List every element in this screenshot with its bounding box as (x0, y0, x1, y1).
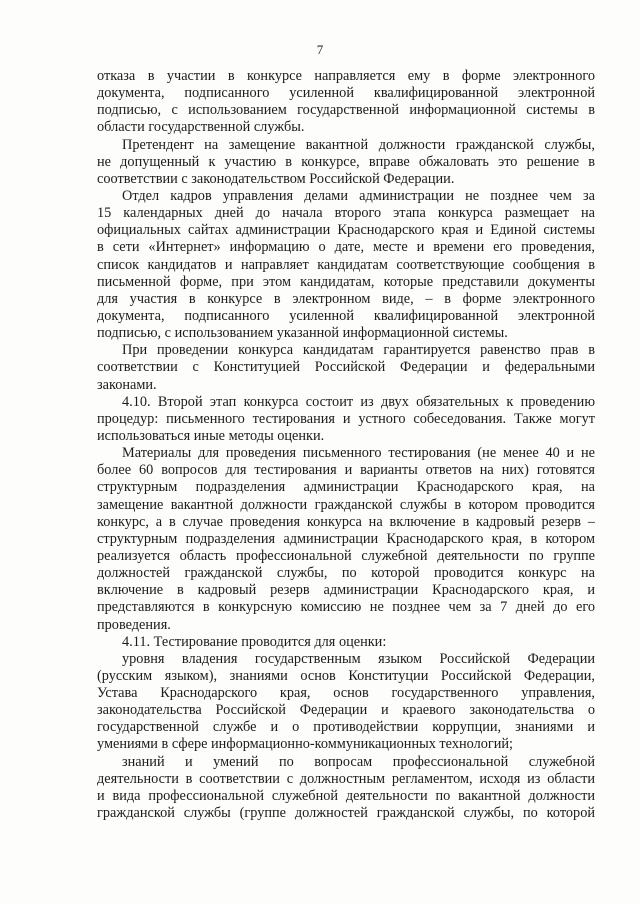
text-line: включение в кадровый резерв администрации Краснодарского края, и (97, 582, 595, 599)
body-text (97, 68, 595, 822)
text-line: Устава Краснодарского края, основ государственного управления, (97, 685, 595, 702)
text-line: 15 календарных дней до начала второго этапа конкурса размещает на (97, 205, 595, 222)
text-line: подписью, с использованием государственной информационной системы в (97, 102, 595, 119)
text-line: 4.10. Второй этап конкурса состоит из двух обязательных к проведению (122, 393, 595, 410)
text-line: соответствии с законодательством Российской Федерации. (97, 170, 455, 187)
text-line: (русским языком), знаниями основ Конституции Российской Федерации, (97, 667, 595, 684)
text-line: деятельности в соответствии с должностным регламентом, исходя из области (97, 770, 595, 787)
text-line: и вида профессиональной служебной деятельности по вакантной должности (97, 787, 595, 804)
text-line: документа, подписанного усиленной квалифицированной электронной (97, 307, 595, 324)
text-line: конкурс, а в случае проведения конкурса на включение в кадровый резерв – (97, 513, 595, 530)
text-line: в сети «Интернет» информацию о дате, месте и времени его проведения, (97, 239, 595, 256)
text-line: реализуется область профессиональной служебной деятельности по группе (97, 547, 595, 564)
text-line: подписью, с использованием указанной информационной системы. (97, 325, 508, 342)
text-line: более 60 вопросов для тестирования и варианты ответов на них) готовятся (97, 462, 595, 479)
text-line: отказа в участии в конкурсе направляется ему в форме электронного (97, 68, 595, 84)
text-line: структурным подразделения администрации Краснодарского края, в котором (97, 530, 595, 547)
text-line: проведения. (97, 616, 171, 633)
text-line: структурным подразделения администрации Краснодарского края, на (97, 479, 595, 496)
text-line: для участия в конкурсе в электронном виде, – в форме электронного (97, 290, 595, 307)
text-line: не допущенный к участию в конкурсе, вправе обжаловать это решение в (97, 153, 595, 170)
text-line: Материалы для проведения письменного тестирования (не менее 40 и не (122, 445, 595, 462)
text-line: области государственной службы. (97, 119, 305, 136)
text-line: гражданской службы (группе должностей гражданской службы, по которой (97, 805, 595, 822)
text-line: 4.11. Тестирование проводится для оценки: (122, 633, 387, 650)
text-line: письменной форме, при этом кандидатам, которые представили документы (97, 273, 595, 290)
text-line: использоваться иные методы оценки. (97, 427, 325, 444)
text-line: законодательства Российской Федерации и краевого законодательства о (97, 702, 595, 719)
text-line: документа, подписанного усиленной квалифицированной электронной (97, 85, 595, 102)
text-line: Претендент на замещение вакантной должности гражданской службы, (122, 136, 595, 153)
text-line: умениями в сфере информационно-коммуникационных технологий; (97, 736, 514, 753)
text-line: При проведении конкурса кандидатам гарантируется равенство прав в (122, 342, 595, 359)
page-number: 7 (316, 42, 324, 57)
text-line: Отдел кадров управления делами администрации не позднее чем за (122, 187, 595, 204)
text-line: процедур: письменного тестирования и устного собеседования. Также могут (97, 410, 595, 427)
text-line: соответствии с Конституцией Российской Федерации и федеральными (97, 359, 595, 376)
text-line: знаний и умений по вопросам профессиональной служебной (122, 753, 595, 770)
text-line: список кандидатов и направляет кандидатам соответствующие сообщения в (97, 256, 595, 273)
text-line: уровня владения государственным языком Российской Федерации (122, 650, 595, 667)
text-line: государственной службе и о противодействии коррупции, знаниями и (97, 719, 595, 736)
text-line: официальных сайтах администрации Краснодарского края и Единой системы (97, 222, 595, 239)
text-line: должностей гражданской службы, по которой проводится конкурс на (97, 565, 595, 582)
text-line: замещение вакантной должности гражданской службы в котором проводится (97, 496, 595, 513)
text-line: законами. (97, 376, 157, 393)
text-line: представляются в конкурсную комиссию не позднее чем за 7 дней до его (97, 599, 595, 616)
